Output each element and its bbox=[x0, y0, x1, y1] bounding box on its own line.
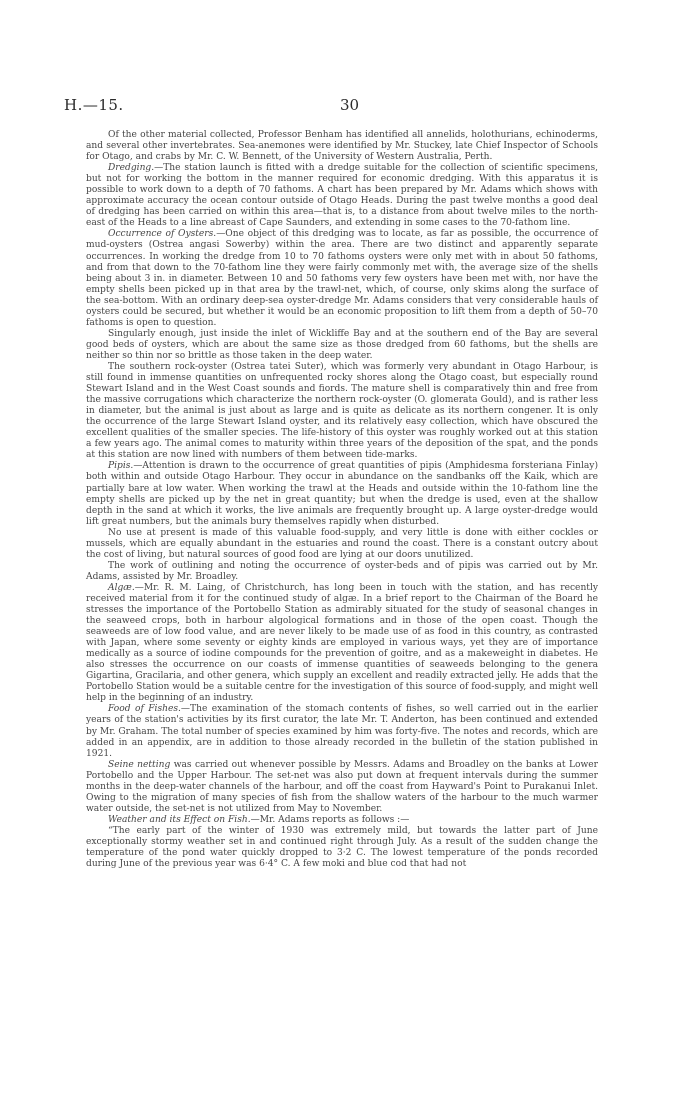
paragraph-weather: Weather and its Effect on Fish.—Mr. Adams reports as follows :— bbox=[108, 814, 410, 825]
paragraph-specimens: Of the other material collected, Professor Benham has identified all annelids, holothurians, echinoderms, and several other invertebrates. Sea-anemones were identified by Mr. Stuckey, late Chief Inspector of Schools for Otago, and crabs by Mr. C. W. Bennett, of the University of Western Australia, Perth. bbox=[86, 130, 598, 163]
body-text bbox=[86, 130, 598, 870]
section-lead: Pipis. bbox=[108, 461, 134, 472]
document-reference: H.—15. bbox=[64, 96, 124, 114]
paragraph-outlining: The work of outlining and noting the occurrence of oyster-beds and of pipis was carried out by Mr. Adams, assisted by Mr. Broadley. bbox=[86, 560, 598, 582]
section-lead: Occurrence of Oysters. bbox=[108, 229, 217, 240]
section-lead: Dredging. bbox=[108, 163, 155, 174]
paragraph-rock-oyster: The southern rock-oyster (Ostrea tatei Suter), which was formerly very abundant in Otago Harbour, is still found in immense quantities on unfrequented rocky shores along the Otago coast, but especially round Stewart Island and in the West Coast sounds and fiords. The mature shell is comparatively thin and free from the massive corrugations which characterize the northern rock-oyster (O. glomerata Gould), and is rather less in diameter, but the animal is just about as large and is quite as delicate as its northern congener. It is only the occurrence of the large Stewart Island oyster, and its relatively easy collection, which have obscured the excellent qualities of the smaller species. The life-history of this oyster was roughly worked out at this station a few years ago. The animal comes to maturity within three years of the deposition of the spat, and the ponds at this station are now lined with numbers of them between tide-marks. bbox=[86, 361, 598, 461]
section-lead: Food of Fishes. bbox=[108, 704, 181, 715]
paragraph-algae: Algæ.—Mr. R. M. Laing, of Christchurch, has long been in touch with the station, and has recently received material from it for the continued study of algæ. In a brief report to the Chairman of the Board he stresses the importance of the Portobello Station as admirably situated for the study of seasonal changes in the seaweed crops, both in harbour algological formations and in those of the open coast. Though the seaweeds are of low food value, and are never likely to be made use of as food in this country, as contrasted with Japan, where some seventy or eighty kinds are employed in various ways, yet they are of importance medically as a source of iodine compounds for the prevention of goitre, and as a makeweight in diabetes. He also stresses the occurrence on our coasts of immense quantities of seaweeds belonging to the genera Gigartina, Gracilaria, and other genera, which supply an excellent and readily extracted jelly. He adds that the Portobello Station would be a suitable centre for the investigation of this source of food-supply, and might well help in the beginning of an industry. bbox=[86, 582, 598, 704]
paragraph-seine-netting: Seine netting was carried out whenever possible by Messrs. Adams and Broadley on the banks at Lower Portobello and the Upper Harbour. The set-net was also put down at frequent intervals during the summer months in the deep-water channels of the harbour, and off the coast from Hayward's Point to Purakanui Inlet. Owing to the migration of many species of fish from the shallow waters of the harbour to the much warmer water outside, the set-net is not utilized from May to November. bbox=[86, 759, 598, 814]
paragraph-food-of-fishes: Food of Fishes.—The examination of the stomach contents of fishes, so well carried out in the earlier years of the station's activities by its first curator, the late Mr. T. Anderton, has been continued and extended by Mr. Graham. The total number of species examined by him was forty-five. The notes and records, which are added in an appendix, are in addition to those already recorded in the bulletin of the station published in 1921. bbox=[86, 704, 598, 759]
paragraph-dredging: Dredging.—The station launch is fitted with a dredge suitable for the collection of scientific specimens, but not for working the bottom in the manner required for economic dredging. With this apparatus it is possible to work down to a depth of 70 fathoms. A chart has been prepared by Mr. Adams which shows with approximate accuracy the ocean contour outside of Otago Heads. During the past twelve months a good deal of dredging has been carried on within this area—that is, to a distance from about twelve miles to the north-east of the Heads to a line abreast of Cape Saunders, and extending in some cases to the 70-fathom line. bbox=[86, 163, 598, 229]
section-lead: Seine netting bbox=[108, 759, 171, 770]
paragraph-wickliffe-bay: Singularly enough, just inside the inlet of Wickliffe Bay and at the southern end of the Bay are several good beds of oysters, which are about the same size as those dredged from 60 fathoms, but the shells are neither so thin nor so brittle as those taken in the deep water. bbox=[86, 328, 598, 361]
page-number: 30 bbox=[340, 96, 360, 114]
paragraph-food-supply: No use at present is made of this valuable food-supply, and very little is done with either cockles or mussels, which are equally abundant in the estuaries and round the coast. There is a constant outcry about the cost of living, but natural sources of good food are lying at our doors unutilized. bbox=[86, 527, 598, 560]
paragraph-pipis: Pipis.—Attention is drawn to the occurrence of great quantities of pipis (Amphidesma forsteriana Finlay) both within and outside Otago Harbour. They occur in abundance on the sandbanks off the Kaik, which are partially bare at low water. When working the trawl at the Heads and outside within the 10-fathom line the empty shells are picked up by the net in great quantity; but when the dredge is used, even at the shallow depth in the sand at which it works, the live animals are frequently brought up. A large oyster-dredge would lift great numbers, but the animals bury themselves rapidly when disturbed. bbox=[86, 461, 598, 527]
section-lead: Algæ. bbox=[108, 582, 135, 593]
section-lead: Weather and its Effect on Fish. bbox=[108, 814, 251, 825]
paragraph-quote: “The early part of the winter of 1930 was extremely mild, but towards the latter part of June exceptionally stormy weather set in and continued right through July. As a result of the sudden change the temperature of the pond water quickly dropped to 3·2 C. The lowest temperature of the ponds recorded during June of the previous year was 6·4° C. A few moki and blue cod that had not bbox=[86, 825, 598, 870]
page-header bbox=[64, 96, 638, 116]
paragraph-oysters: Occurrence of Oysters.—One object of this dredging was to locate, as far as possible, the occurrence of mud-oysters (Ostrea angasi Sowerby) within the area. There are two distinct and apparently separate occurrences. In working the dredge from 10 to 70 fathoms oysters were only met with in about 50 fathoms, and from that down to the 70-fathom line they were fairly commonly met with, the average size of the shells being about 3 in. in diameter. Between 10 and 50 fathoms very few oysters have been met with, nor have the empty shells been picked up in that area by the trawl-net, which, of course, only skims along the surface of the sea-bottom. With an ordinary deep-sea oyster-dredge Mr. Adams considers that very considerable hauls of oysters could be secured, but whether it would be an economic proposition to lift them from a depth of 50–70 fathoms is open to question. bbox=[86, 229, 598, 328]
